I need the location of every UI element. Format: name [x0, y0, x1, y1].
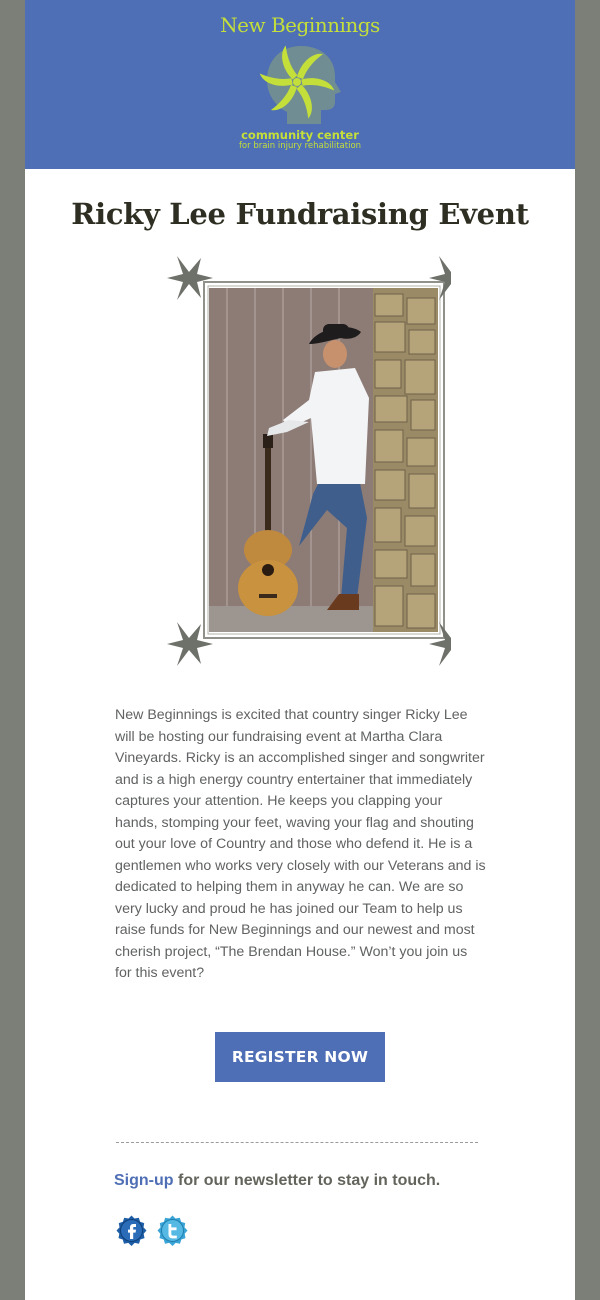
- header-banner: [25, 0, 575, 169]
- brand-name: New Beginnings: [220, 13, 380, 37]
- event-description: New Beginnings is excited that country singer Ricky Lee will be hosting our fundraising event at Martha Clara Vineyards. Ricky is an accomplished singer and songwriter and is a high energy country entertainer that immediately captures your attention. He keeps you clapping your hands, stomping your feet, waving your flag and shouting out your love of Country and those who defend it. He is a gentlemen who works very closely with our Veterans and is dedicated to helping them in anyway he can. We are so very lucky and proud he has joined our Team to help us raise funds for New Beginnings and our newest and most cherish project, “The Brendan House.” Won’t you join us for this event?: [115, 707, 486, 981]
- facebook-icon[interactable]: [114, 1213, 149, 1248]
- email-container: [25, 0, 575, 1300]
- twitter-icon[interactable]: [155, 1213, 190, 1248]
- section-divider: [116, 1142, 478, 1143]
- register-now-button[interactable]: REGISTER NOW: [215, 1032, 385, 1082]
- brand-tagline: community center: [241, 128, 359, 142]
- event-title: Ricky Lee Fundraising Event: [71, 197, 529, 231]
- photo-frame: [149, 252, 451, 670]
- newsletter-text: for our newsletter to stay in touch.: [173, 1172, 441, 1189]
- signup-link[interactable]: Sign-up: [114, 1172, 174, 1189]
- brand-subtagline: for brain injury rehabilitation: [238, 141, 362, 151]
- swirl-head-logo-icon: [257, 42, 343, 128]
- newsletter-signup-text: [114, 1172, 534, 1190]
- singer-with-guitar-photo-icon: [209, 288, 438, 632]
